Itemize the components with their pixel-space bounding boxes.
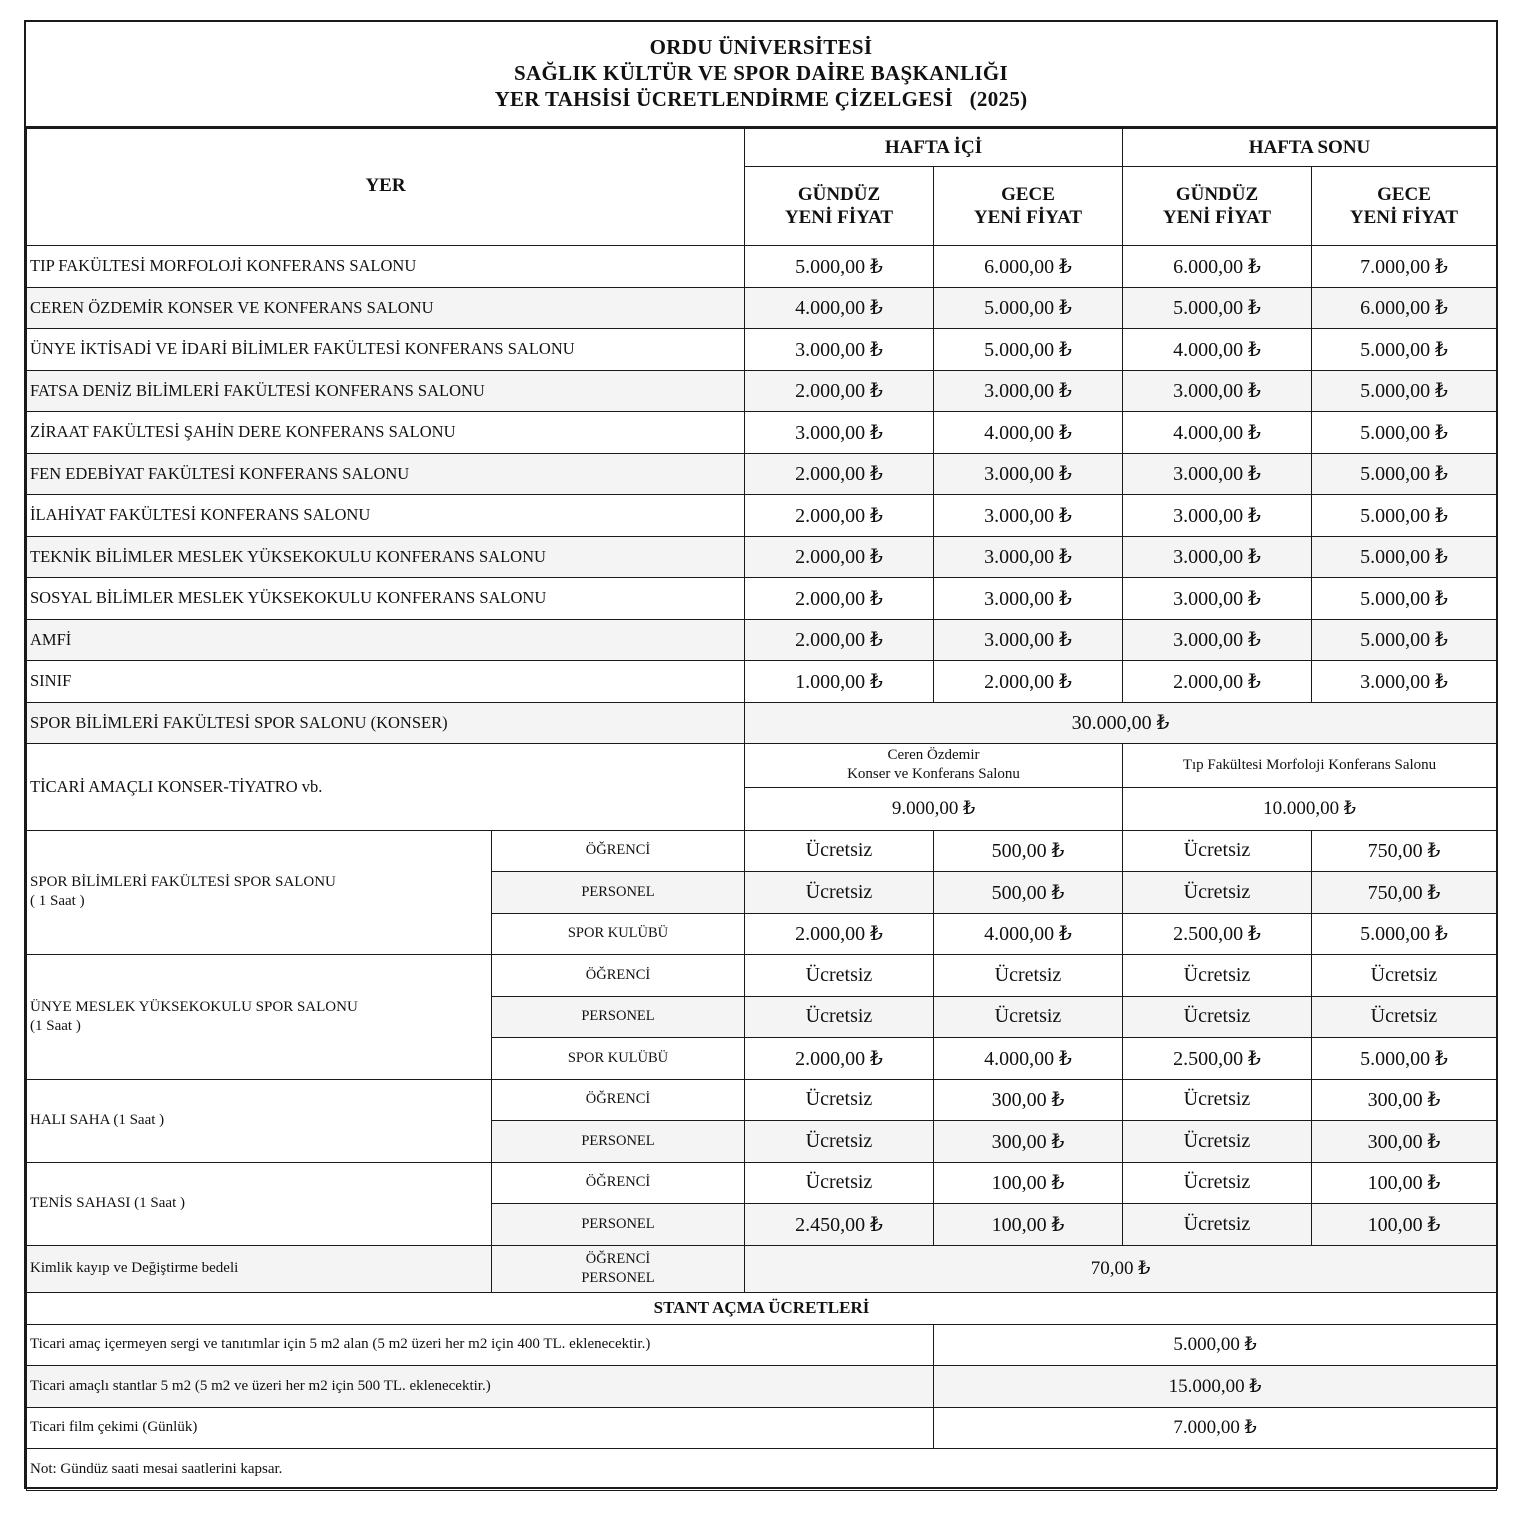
table-row [27,702,1497,743]
user-group: ÖĞRENCİ [492,955,745,997]
stand-item-name: Ticari film çekimi (Günlük) [27,1407,934,1449]
price-cell: 100,00 ₺ [1312,1204,1497,1246]
hall-name: ÜNYE İKTİSADİ VE İDARİ BİLİMLER FAKÜLTESİ KONFERANS SALONU [27,329,745,371]
price-cell: Ücretsiz [1123,996,1312,1038]
price-cell: 5.000,00 ₺ [1312,370,1497,412]
table-row [27,578,1497,620]
table-row [27,1449,1497,1491]
hall-name: TIP FAKÜLTESİ MORFOLOJİ KONFERANS SALONU [27,246,745,288]
hall-name: FATSA DENİZ BİLİMLERİ FAKÜLTESİ KONFERANS SALONU [27,370,745,412]
price-cell: 5.000,00 ₺ [934,287,1123,329]
price-cell: Ücretsiz [1312,955,1497,997]
user-group: PERSONEL [492,1204,745,1246]
price-cell: Ücretsiz [1123,1162,1312,1204]
price-cell: 3.000,00 ₺ [1312,661,1497,703]
price-cell: 500,00 ₺ [934,872,1123,914]
price-cell: 100,00 ₺ [934,1204,1123,1246]
price-cell: 4.000,00 ₺ [934,913,1123,955]
facility-name: TENİS SAHASI (1 Saat ) [27,1162,492,1245]
hall-name: ZİRAAT FAKÜLTESİ ŞAHİN DERE KONFERANS SALONU [27,412,745,454]
hall-name: CEREN ÖZDEMİR KONSER VE KONFERANS SALONU [27,287,745,329]
price-cell: 3.000,00 ₺ [1123,536,1312,578]
price-cell: 300,00 ₺ [934,1121,1123,1163]
price-cell: 2.000,00 ₺ [1123,661,1312,703]
price-cell: Ücretsiz [745,1162,934,1204]
venue-tip-fakultesi: Tıp Fakültesi Morfoloji Konferans Salonu [1123,743,1497,787]
price-cell: Ücretsiz [1312,996,1497,1038]
header-weekend-day: GÜNDÜZ YENİ FİYAT [1123,167,1312,246]
price-cell: 2.000,00 ₺ [745,495,934,537]
price-cell: 5.000,00 ₺ [1312,578,1497,620]
table-row [27,453,1497,495]
price-cell: Ücretsiz [1123,955,1312,997]
table-row [27,1245,1497,1292]
price-cell: 2.000,00 ₺ [745,370,934,412]
commercial-price-2: 10.000,00 ₺ [1123,787,1497,830]
table-row [27,287,1497,329]
hall-name: FEN EDEBİYAT FAKÜLTESİ KONFERANS SALONU [27,453,745,495]
table-row [27,743,1497,787]
price-cell: Ücretsiz [934,955,1123,997]
price-cell: 2.450,00 ₺ [745,1204,934,1246]
price-cell: 300,00 ₺ [1312,1121,1497,1163]
user-group: PERSONEL [492,1121,745,1163]
price-cell: 3.000,00 ₺ [934,578,1123,620]
stand-fees-title: STANT AÇMA ÜCRETLERİ [27,1292,1497,1324]
price-cell: 3.000,00 ₺ [1123,619,1312,661]
price-cell: 5.000,00 ₺ [934,329,1123,371]
price-cell: Ücretsiz [1123,872,1312,914]
hall-name: SOSYAL BİLİMLER MESLEK YÜKSEKOKULU KONFERANS SALONU [27,578,745,620]
table-row [27,955,1497,997]
concert-price: 30.000,00 ₺ [745,702,1497,743]
table-row [27,830,1497,872]
hall-name: SINIF [27,661,745,703]
header-weekday-night: GECE YENİ FİYAT [934,167,1123,246]
price-cell: 5.000,00 ₺ [1312,1038,1497,1080]
table-row [27,1079,1497,1121]
price-cell: 2.500,00 ₺ [1123,913,1312,955]
id-card-groups: ÖĞRENCİ PERSONEL [492,1245,745,1292]
price-cell: 3.000,00 ₺ [1123,370,1312,412]
price-cell: 3.000,00 ₺ [934,453,1123,495]
user-group: ÖĞRENCİ [492,1162,745,1204]
price-cell: 4.000,00 ₺ [934,1038,1123,1080]
commercial-event-name: TİCARİ AMAÇLI KONSER-TİYATRO vb. [27,743,745,830]
user-group: SPOR KULÜBÜ [492,1038,745,1080]
commercial-price-1: 9.000,00 ₺ [745,787,1123,830]
document-title [26,22,1496,128]
price-cell: 5.000,00 ₺ [1312,412,1497,454]
header-weekday: HAFTA İÇİ [745,129,1123,167]
title-line-2: SAĞLIK KÜLTÜR VE SPOR DAİRE BAŞKANLIĞI [514,61,1008,85]
facility-name: HALI SAHA (1 Saat ) [27,1079,492,1162]
price-cell: 3.000,00 ₺ [934,370,1123,412]
header-weekend: HAFTA SONU [1123,129,1497,167]
fee-schedule-sheet [24,20,1498,1489]
stand-item-price: 15.000,00 ₺ [934,1366,1497,1408]
price-cell: 6.000,00 ₺ [1123,246,1312,288]
price-cell: 2.000,00 ₺ [745,453,934,495]
price-cell: 4.000,00 ₺ [1123,412,1312,454]
price-cell: 100,00 ₺ [934,1162,1123,1204]
user-group: PERSONEL [492,996,745,1038]
price-cell: 2.000,00 ₺ [745,1038,934,1080]
price-cell: Ücretsiz [745,1079,934,1121]
hall-name: AMFİ [27,619,745,661]
price-cell: Ücretsiz [745,872,934,914]
id-card-price: 70,00 ₺ [745,1245,1497,1292]
footnote: Not: Gündüz saati mesai saatlerini kapsar. [27,1449,1497,1491]
price-cell: 3.000,00 ₺ [934,619,1123,661]
price-cell: 300,00 ₺ [934,1079,1123,1121]
facility-name: ÜNYE MESLEK YÜKSEKOKULU SPOR SALONU (1 Saat ) [27,955,492,1080]
price-cell: 1.000,00 ₺ [745,661,934,703]
venue-ceren-ozdemir: Ceren Özdemir Konser ve Konferans Salonu [745,743,1123,787]
price-cell: Ücretsiz [1123,1079,1312,1121]
price-cell: 300,00 ₺ [1312,1079,1497,1121]
price-cell: 6.000,00 ₺ [1312,287,1497,329]
price-cell: 750,00 ₺ [1312,830,1497,872]
price-cell: 2.000,00 ₺ [745,578,934,620]
price-cell: 5.000,00 ₺ [1123,287,1312,329]
price-cell: 2.500,00 ₺ [1123,1038,1312,1080]
user-group: SPOR KULÜBÜ [492,913,745,955]
table-row [27,619,1497,661]
price-cell: 5.000,00 ₺ [1312,453,1497,495]
table-row [27,1162,1497,1204]
price-cell: Ücretsiz [745,996,934,1038]
price-cell: 2.000,00 ₺ [745,913,934,955]
title-line-3: YER TAHSİSİ ÜCRETLENDİRME ÇİZELGESİ (2025) [494,87,1028,111]
price-cell: 3.000,00 ₺ [745,412,934,454]
table-row [27,536,1497,578]
price-cell: 5.000,00 ₺ [745,246,934,288]
header-weekday-day: GÜNDÜZ YENİ FİYAT [745,167,934,246]
hall-name: İLAHİYAT FAKÜLTESİ KONFERANS SALONU [27,495,745,537]
price-cell: 5.000,00 ₺ [1312,329,1497,371]
table-row [27,1324,1497,1366]
table-row [27,329,1497,371]
table-row [27,412,1497,454]
price-cell: 3.000,00 ₺ [934,536,1123,578]
price-cell: Ücretsiz [1123,1204,1312,1246]
stand-item-price: 5.000,00 ₺ [934,1324,1497,1366]
stand-item-price: 7.000,00 ₺ [934,1407,1497,1449]
table-row [27,1292,1497,1324]
price-cell: 5.000,00 ₺ [1312,536,1497,578]
price-cell: Ücretsiz [1123,830,1312,872]
price-cell: 4.000,00 ₺ [934,412,1123,454]
price-cell: 6.000,00 ₺ [934,246,1123,288]
price-cell: 500,00 ₺ [934,830,1123,872]
stand-item-name: Ticari amaç içermeyen sergi ve tanıtımlar için 5 m2 alan (5 m2 üzeri her m2 için 400 TL. eklenecektir.) [27,1324,934,1366]
stand-item-name: Ticari amaçlı stantlar 5 m2 (5 m2 ve üzeri her m2 için 500 TL. eklenecektir.) [27,1366,934,1408]
price-cell: 750,00 ₺ [1312,872,1497,914]
facility-name: SPOR BİLİMLERİ FAKÜLTESİ SPOR SALONU ( 1 Saat ) [27,830,492,955]
table-row [27,1366,1497,1408]
price-cell: 3.000,00 ₺ [1123,453,1312,495]
table-row [27,1407,1497,1449]
user-group: PERSONEL [492,872,745,914]
concert-hall-name: SPOR BİLİMLERİ FAKÜLTESİ SPOR SALONU (KONSER) [27,702,745,743]
price-cell: 3.000,00 ₺ [1123,578,1312,620]
user-group: ÖĞRENCİ [492,830,745,872]
price-cell: 3.000,00 ₺ [934,495,1123,537]
id-card-fee-name: Kimlik kayıp ve Değiştirme bedeli [27,1245,492,1292]
price-cell: 2.000,00 ₺ [745,536,934,578]
hall-name: TEKNİK BİLİMLER MESLEK YÜKSEKOKULU KONFERANS SALONU [27,536,745,578]
table-row [27,370,1497,412]
fee-table [26,128,1497,1491]
title-line-1: ORDU ÜNİVERSİTESİ [649,35,873,59]
price-cell: 7.000,00 ₺ [1312,246,1497,288]
price-cell: Ücretsiz [934,996,1123,1038]
price-cell: 4.000,00 ₺ [1123,329,1312,371]
header-yer: YER [27,129,745,246]
price-cell: Ücretsiz [1123,1121,1312,1163]
user-group: ÖĞRENCİ [492,1079,745,1121]
table-row [27,495,1497,537]
header-weekend-night: GECE YENİ FİYAT [1312,167,1497,246]
price-cell: Ücretsiz [745,830,934,872]
price-cell: 4.000,00 ₺ [745,287,934,329]
price-cell: 5.000,00 ₺ [1312,913,1497,955]
price-cell: 2.000,00 ₺ [745,619,934,661]
price-cell: Ücretsiz [745,1121,934,1163]
price-cell: 5.000,00 ₺ [1312,495,1497,537]
price-cell: Ücretsiz [745,955,934,997]
price-cell: 2.000,00 ₺ [934,661,1123,703]
table-row [27,246,1497,288]
table-row [27,661,1497,703]
price-cell: 3.000,00 ₺ [1123,495,1312,537]
price-cell: 3.000,00 ₺ [745,329,934,371]
price-cell: 100,00 ₺ [1312,1162,1497,1204]
price-cell: 5.000,00 ₺ [1312,619,1497,661]
